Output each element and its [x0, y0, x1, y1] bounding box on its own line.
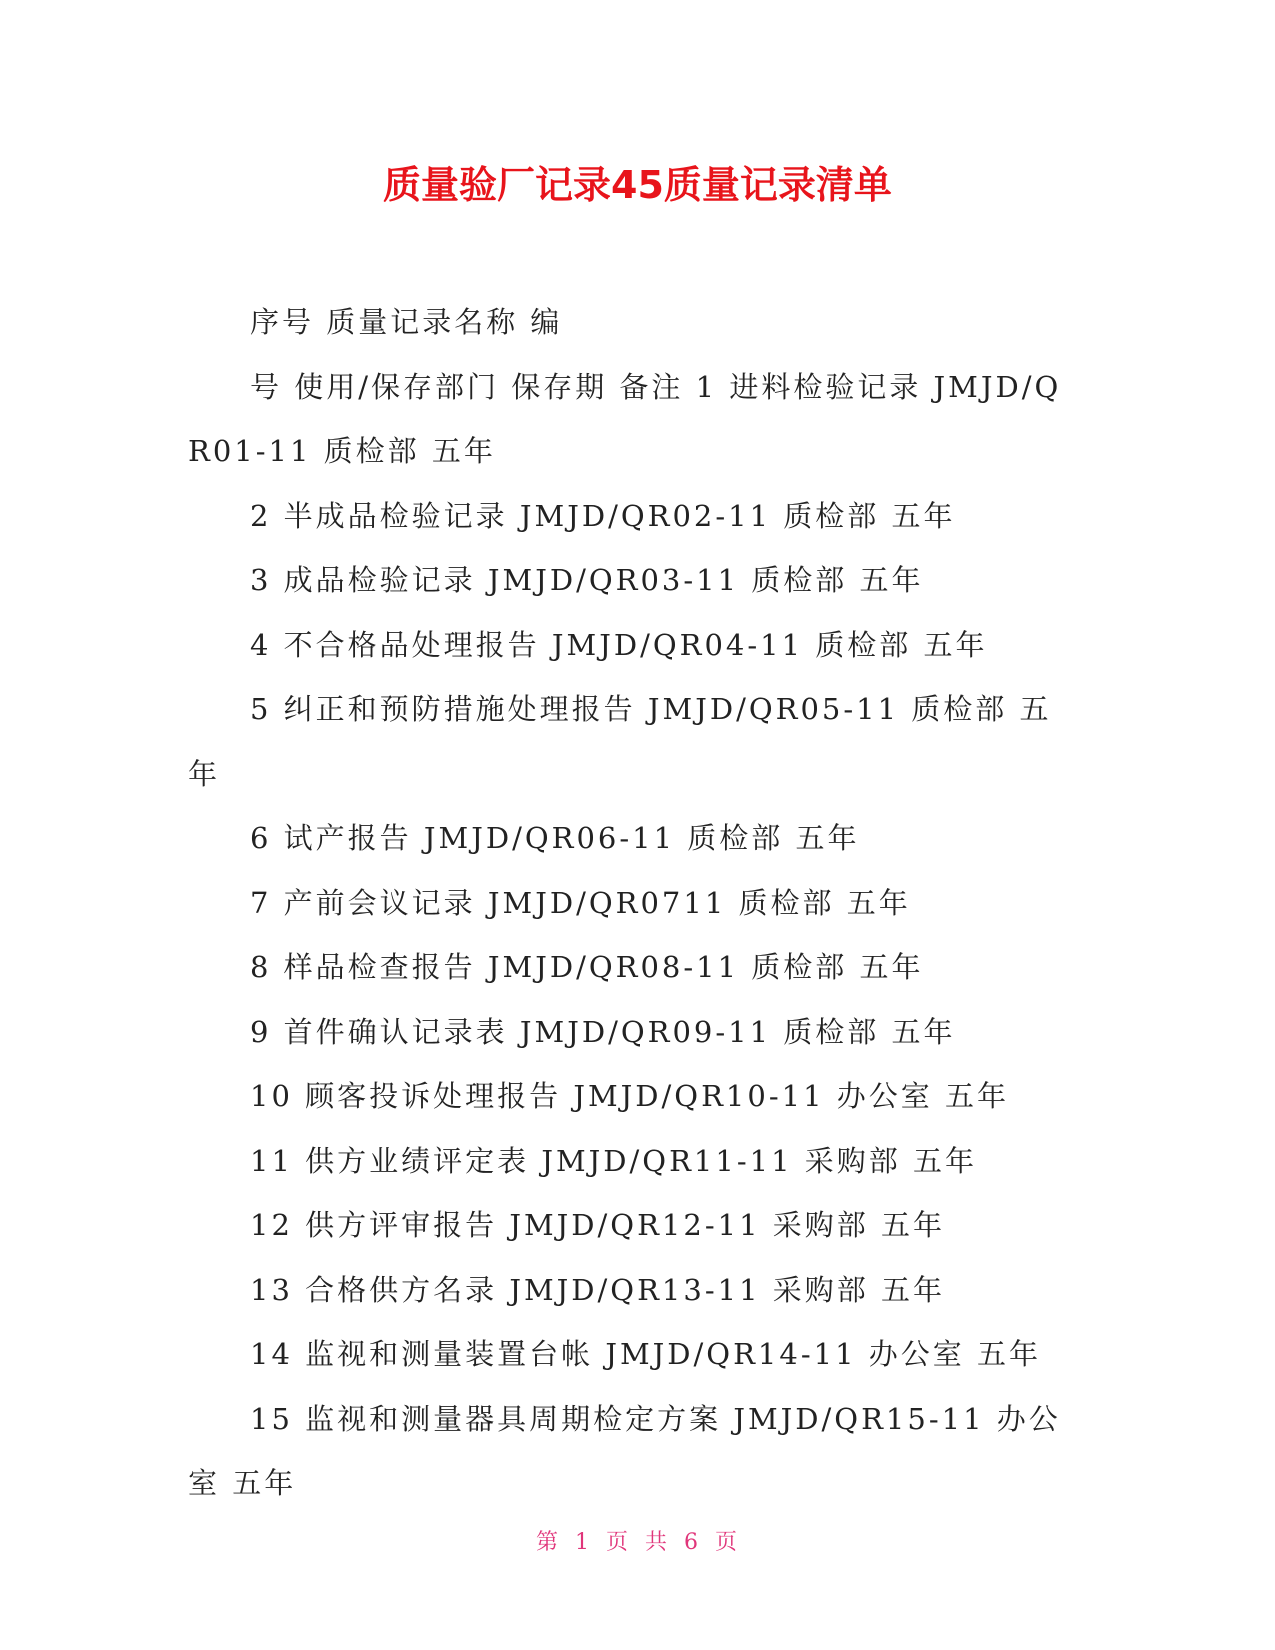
document-body: [188, 290, 1068, 1516]
paragraph-record-4: 4 不合格品处理报告 JMJD/QR04-11 质检部 五年: [250, 627, 988, 662]
paragraph-record-8: 8 样品检查报告 JMJD/QR08-11 质检部 五年: [250, 950, 924, 984]
paragraph-header-line-2: 号 使用/保存部门 保存期 备注 1 进料检验记录 JMJD/QR01-11 质检部 五年: [188, 369, 1062, 468]
paragraph-record-15: 15 监视和测量器具周期检定方案 JMJD/QR15-11 办公室 五年: [188, 1401, 1061, 1500]
paragraph-record-6: 6 试产报告 JMJD/QR06-11 质检部 五年: [250, 821, 860, 855]
page-number-footer: 第 1 页 共 6 页: [536, 1530, 739, 1555]
paragraph-record-10: 10 顾客投诉处理报告 JMJD/QR10-11 办公室 五年: [250, 1079, 1009, 1113]
paragraph-record-13: 13 合格供方名录 JMJD/QR13-11 采购部 五年: [250, 1272, 945, 1307]
paragraph-record-12: 12 供方评审报告 JMJD/QR12-11 采购部 五年: [250, 1208, 945, 1242]
paragraph-record-5: 5 纠正和预防措施处理报告 JMJD/QR05-11 质检部 五年: [188, 692, 1052, 791]
document-title: 质量验厂记录45质量记录清单: [383, 163, 892, 207]
paragraph-record-14: 14 监视和测量装置台帐 JMJD/QR14-11 办公室 五年: [250, 1337, 1041, 1371]
paragraph-record-2: 2 半成品检验记录 JMJD/QR02-11 质检部 五年: [250, 498, 956, 533]
paragraph-header-line-1: 序号 质量记录名称 编: [250, 305, 563, 339]
paragraph-record-3: 3 成品检验记录 JMJD/QR03-11 质检部 五年: [250, 563, 924, 597]
paragraph-record-11: 11 供方业绩评定表 JMJD/QR11-11 采购部 五年: [250, 1143, 977, 1178]
paragraph-record-9: 9 首件确认记录表 JMJD/QR09-11 质检部 五年: [250, 1014, 956, 1049]
paragraph-record-7: 7 产前会议记录 JMJD/QR0711 质检部 五年: [250, 885, 911, 920]
